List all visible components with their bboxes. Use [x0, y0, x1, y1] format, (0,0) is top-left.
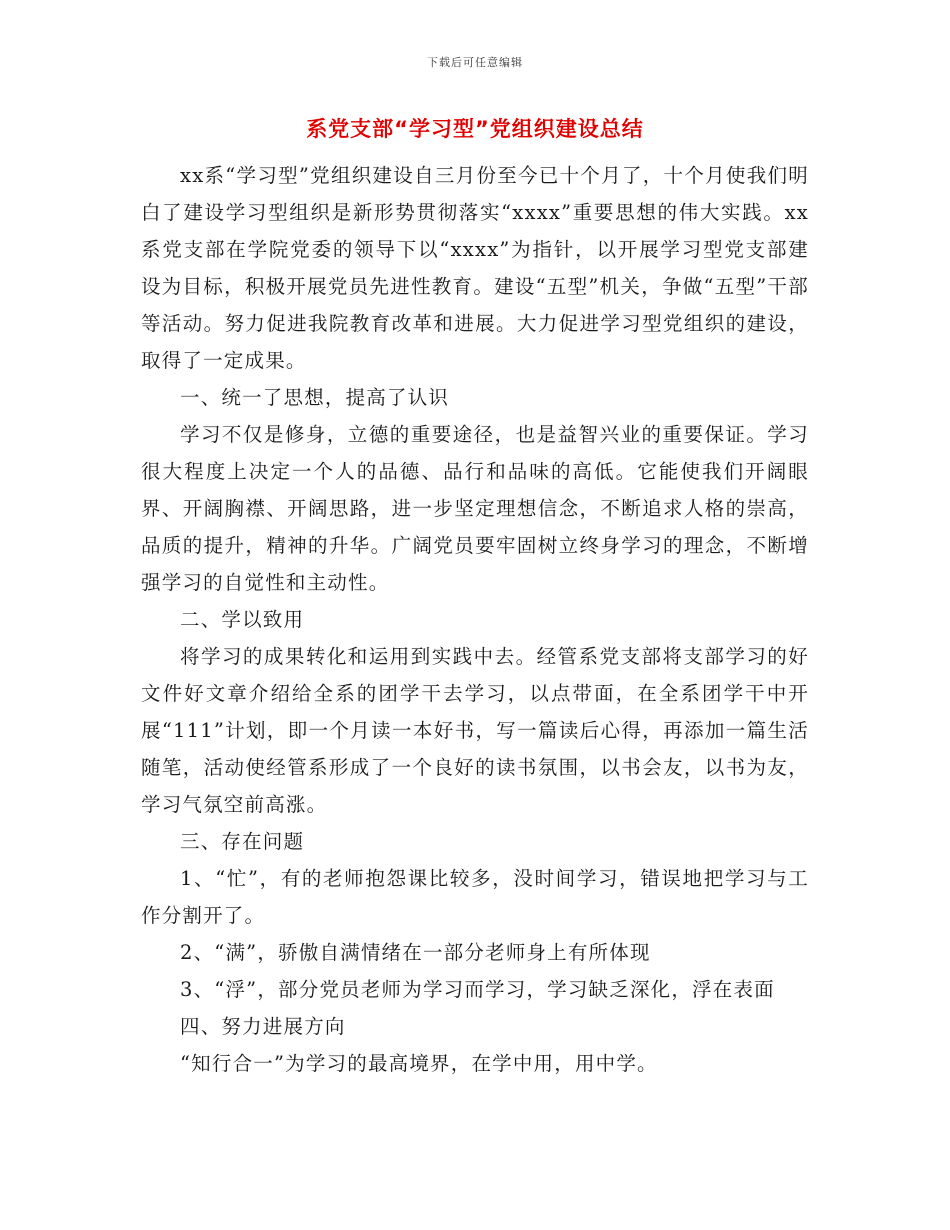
section-heading-2: 二、学以致用 [180, 608, 305, 631]
section-heading-1: 一、统一了思想，提高了认识 [180, 386, 450, 409]
document-body [141, 157, 809, 1082]
document-title: 系党支部“学习型”党组织建设总结 [306, 117, 644, 141]
problem-item-2: 2、“满”，骄傲自满情绪在一部分老师身上有所体现 [180, 941, 651, 964]
section-heading-4: 四、努力进展方向 [180, 1015, 346, 1038]
problem-item-3: 3、“浮”，部分党员老师为学习而学习，学习缺乏深化，浮在表面 [180, 978, 775, 1001]
section-heading-3: 三、存在问题 [180, 830, 305, 853]
section-1-paragraph: 学习不仅是修身，立德的重要途径，也是益智兴业的重要保证。学习很大程度上决定一个人的品德、品行和品味的高低。它能使我们开阔眼界、开阔胸襟、开阔思路，进一步坚定理想信念，不断追求人格的崇高，品质的提升，精神的升华。广阔党员要牢固树立终身学习的理念，不断增强学习的自觉性和主动性。 [141, 423, 809, 594]
header-note: 下载后可任意编辑 [427, 56, 523, 69]
problem-item-1: 1、“忙”，有的老师抱怨课比较多，没时间学习，错误地把学习与工作分割开了。 [141, 867, 809, 927]
section-2-paragraph: 将学习的成果转化和运用到实践中去。经管系党支部将支部学习的好文件好文章介绍给全系的团学干去学习，以点带面，在全系团学干中开展“111”计划，即一个月读一本好书，写一篇读后心得，再添加一篇生活随笔，活动使经管系形成了一个良好的读书氛围，以书会友，以书为友，学习气氛空前高涨。 [141, 645, 809, 816]
intro-paragraph: xx系“学习型”党组织建设自三月份至今已十个月了，十个月使我们明白了建设学习型组织是新形势贯彻落实“xxxx”重要思想的伟大实践。xx系党支部在学院党委的领导下以“xxxx”为指针，以开展学习型党支部建设为目标，积极开展党员先进性教育。建设“五型”机关，争做“五型”干部等活动。努力促进我院教育改革和进展。大力促进学习型党组织的建设，取得了一定成果。 [141, 164, 809, 372]
section-4-paragraph: “知行合一”为学习的最高境界，在学中用，用中学。 [180, 1052, 658, 1075]
